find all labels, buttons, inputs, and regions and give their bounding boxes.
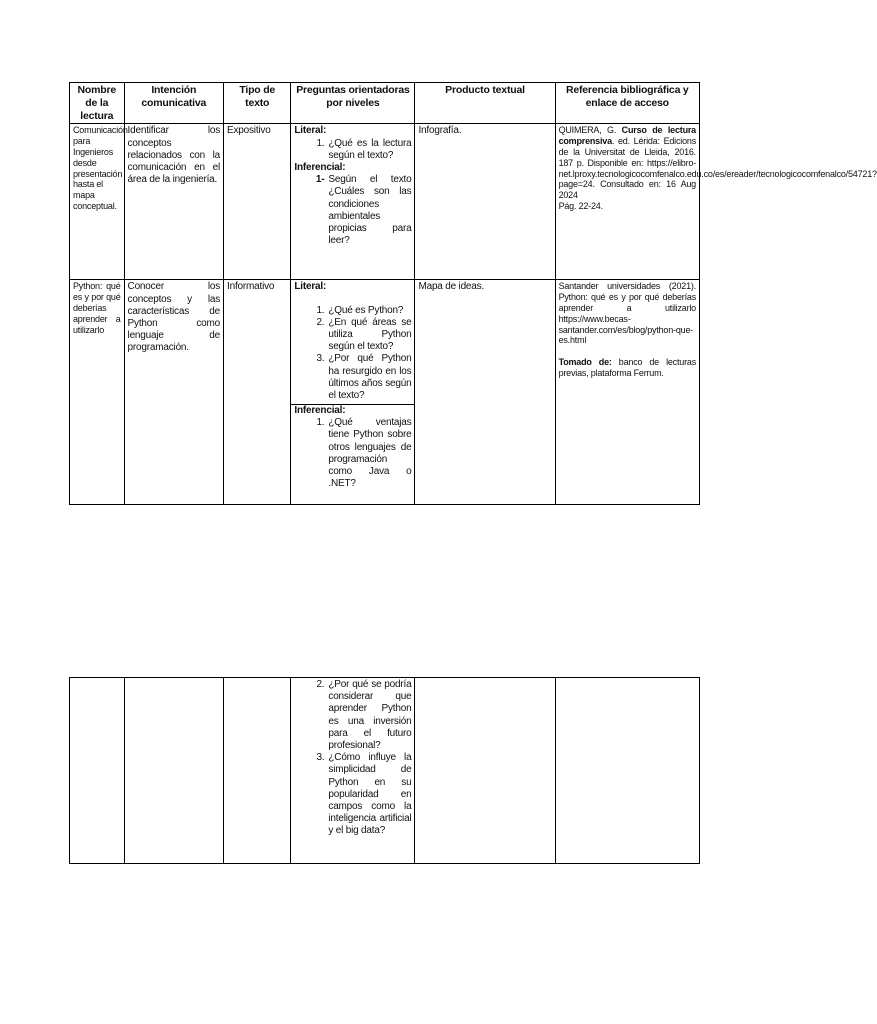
- question-item: 1. ¿Qué ventajas tiene Python sobre otros lenguajes de programación como Java o .NET?: [316, 417, 412, 490]
- header-referencia: Referencia bibliográfica y enlace de acceso: [555, 83, 699, 124]
- cell-intencion: [124, 678, 223, 864]
- question-item: 2. ¿Por qué se podría considerar que aprender Python es una inversión para el futuro profesional?: [316, 679, 412, 751]
- cell-tipo: Expositivo: [224, 124, 291, 280]
- cell-referencia: [555, 678, 699, 864]
- question-item: 1. ¿Qué es Python?: [316, 304, 404, 316]
- cell-producto: [415, 678, 555, 864]
- reading-table: [69, 82, 877, 505]
- header-intencion: Intención comunicativa: [124, 83, 223, 124]
- inferencial-section: [291, 404, 414, 490]
- question-item: 2. ¿En qué áreas se utiliza Python según el texto?: [316, 316, 412, 353]
- header-preguntas: Preguntas orientadoras por niveles: [291, 83, 415, 124]
- header-producto: Producto textual: [415, 83, 555, 124]
- header-nombre: Nombre de la lectura: [70, 83, 125, 124]
- table-row: [70, 124, 700, 280]
- cell-producto: Infografía.: [415, 124, 555, 280]
- header-row: [70, 83, 700, 124]
- cell-referencia: Santander universidades (2021). Python: qué es y por qué deberías aprender a utilizarlo https://www.becas-santander.com/es/blog/python-que-es.html Tomado de: banco de lecturas previas, plataforma Ferrum.: [555, 280, 699, 505]
- cell-preguntas: [291, 678, 415, 864]
- header-tipo: Tipo de texto: [224, 83, 291, 124]
- cell-nombre: Python: qué es y por qué deberías aprender a utilizarlo: [70, 280, 125, 505]
- question-item: 3. ¿Por qué Python ha resurgido en los últimos años según el texto?: [316, 353, 412, 401]
- cell-tipo: [224, 678, 291, 864]
- cell-intencion: Conocer los conceptos y las características de Python como lenguaje de programación.: [124, 280, 223, 505]
- cell-intencion: Identificar los conceptos relacionados con la comunicación en el área de la ingeniería.: [124, 124, 223, 280]
- cell-preguntas: [291, 124, 415, 280]
- literal-label: Literal:: [294, 125, 327, 137]
- cell-nombre: Comunicación para Ingenieros desde presentación hasta el mapa conceptual.: [70, 124, 125, 280]
- question-item: 1. ¿Qué es la lectura según el texto?: [316, 137, 412, 161]
- question-item: 1- Según el texto ¿Cuáles son las condiciones ambientales propicias para leer?: [315, 174, 412, 247]
- inferencial-label: Inferencial:: [294, 161, 346, 173]
- cell-referencia: QUIMERA, G. Curso de lectura comprensiva. ed. Lérida: Edicions de la Universitat de Lleida, 2016. 187 p. Disponible en: https://elibro-net.lproxy.tecnologicocomfenalco.edu.co/es/ereader/tecnologicocomfenalco/54721?page=24. Consultado en: 16 Aug 2024 Pág. 22-24.: [555, 124, 699, 280]
- cell-nombre: [70, 678, 125, 864]
- cell-producto: Mapa de ideas.: [415, 280, 555, 505]
- table-row: [70, 678, 700, 864]
- cell-tipo: Informativo: [224, 280, 291, 505]
- inferencial-label: Inferencial:: [294, 405, 346, 417]
- reading-table-continued: [69, 677, 700, 864]
- literal-label: Literal:: [294, 281, 327, 293]
- table-row: [70, 280, 700, 505]
- cell-preguntas: [291, 280, 415, 505]
- question-item: 3. ¿Cómo influye la simplicidad de Python en su popularidad en campos como la inteligencia artificial y el big data?: [316, 752, 412, 837]
